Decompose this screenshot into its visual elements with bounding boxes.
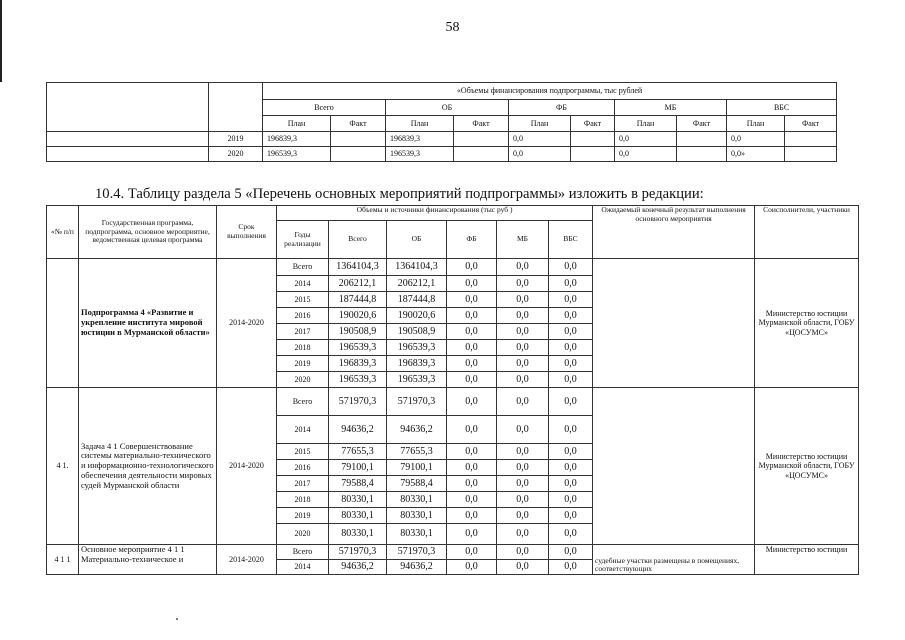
cell-vbs: 0,0 <box>549 545 593 560</box>
expected-result: судебные участки размещены в помещениях, соответствующих <box>593 545 755 575</box>
financing-group-header: ФБ <box>509 100 615 116</box>
program-name: Задача 4 1 Совершенствование системы материально-технического и информационно-технологического обеспечения деятельности мировых судей Мурманской области <box>79 388 217 545</box>
header-total: Всего <box>329 221 387 259</box>
cell-total: 80330,1 <box>329 492 387 508</box>
cell-year: 2015 <box>277 292 329 308</box>
financing-cell: 196839,3 <box>386 132 454 147</box>
cell-fb: 0,0 <box>447 308 497 324</box>
cell-mb: 0,0 <box>497 276 549 292</box>
left-margin-line <box>0 0 2 82</box>
cell-fb: 0,0 <box>447 388 497 416</box>
header-fb: ФБ <box>447 221 497 259</box>
cell-total: 1364104,3 <box>329 259 387 276</box>
cell-total: 196539,3 <box>329 340 387 356</box>
financing-cell: 0,0 <box>509 132 571 147</box>
cell-ob: 206212,1 <box>387 276 447 292</box>
financing-sub-header: План <box>386 116 454 132</box>
cell-mb: 0,0 <box>497 308 549 324</box>
header-vbs: ВБС <box>549 221 593 259</box>
cell-total: 94636,2 <box>329 416 387 444</box>
financing-cell: 0,0 <box>615 147 677 162</box>
cell-total: 206212,1 <box>329 276 387 292</box>
cell-ob: 190020,6 <box>387 308 447 324</box>
cell-total: 80330,1 <box>329 524 387 545</box>
term: 2014-2020 <box>217 545 277 575</box>
cell-fb: 0,0 <box>447 508 497 524</box>
cell-vbs: 0,0 <box>549 524 593 545</box>
cell-ob: 80330,1 <box>387 508 447 524</box>
financing-group-header: МБ <box>615 100 727 116</box>
financing-sub-header: Факт <box>677 116 727 132</box>
cell-total: 571970,3 <box>329 545 387 560</box>
cell-year: Всего <box>277 388 329 416</box>
section-heading: 10.4. Таблицу раздела 5 «Перечень основных мероприятий подпрограммы» изложить в редакции: <box>95 186 704 202</box>
cell-mb: 0,0 <box>497 340 549 356</box>
financing-cell <box>785 132 837 147</box>
cell-ob: 80330,1 <box>387 492 447 508</box>
cell-vbs: 0,0 <box>549 508 593 524</box>
financing-cell: 196539,3 <box>386 147 454 162</box>
financing-cell: 0,0 <box>727 132 785 147</box>
financing-group-header: ВБС <box>727 100 837 116</box>
financing-sub-header: План <box>727 116 785 132</box>
row-number <box>47 259 79 388</box>
cell-vbs: 0,0 <box>549 460 593 476</box>
cell-fb: 0,0 <box>447 356 497 372</box>
cell-mb: 0,0 <box>497 324 549 340</box>
cell-year: 2019 <box>277 356 329 372</box>
scan-dot <box>176 618 178 620</box>
header-term: Срок выполнения <box>217 206 277 259</box>
cell-ob: 187444,8 <box>387 292 447 308</box>
cell-fb: 0,0 <box>447 416 497 444</box>
cell-ob: 196539,3 <box>387 340 447 356</box>
cell-total: 571970,3 <box>329 388 387 416</box>
financing-group-header: ОБ <box>386 100 509 116</box>
cell-vbs: 0,0 <box>549 292 593 308</box>
cell-mb: 0,0 <box>497 292 549 308</box>
cell-fb: 0,0 <box>447 524 497 545</box>
financing-cell <box>331 147 386 162</box>
cell-ob: 190508,9 <box>387 324 447 340</box>
executors: Министерство юстиции Мурманской области, ГОБУ «ЦОСУМС» <box>755 259 859 388</box>
cell-fb: 0,0 <box>447 476 497 492</box>
financing-group-header: Всего <box>263 100 386 116</box>
financing-sub-header: План <box>615 116 677 132</box>
cell-ob: 196839,3 <box>387 356 447 372</box>
financing-cell <box>331 132 386 147</box>
activities-table <box>46 205 859 575</box>
cell-vbs: 0,0 <box>549 476 593 492</box>
header-num: «№ п/п <box>47 206 79 259</box>
cell-ob: 79588,4 <box>387 476 447 492</box>
financing-cell <box>677 132 727 147</box>
financing-sub-header: План <box>509 116 571 132</box>
cell-fb: 0,0 <box>447 340 497 356</box>
row-number: 4 1 1 <box>47 545 79 575</box>
cell-fb: 0,0 <box>447 292 497 308</box>
cell-year: 2018 <box>277 492 329 508</box>
cell-fb: 0,0 <box>447 444 497 460</box>
blank-cell <box>47 83 209 132</box>
cell-year: 2020 <box>277 372 329 388</box>
executors: Министерство юстиции <box>755 545 859 575</box>
cell-year: 2014 <box>277 416 329 444</box>
financing-cell: 0,0 <box>509 147 571 162</box>
cell-total: 196839,3 <box>329 356 387 372</box>
page-number: 58 <box>445 20 460 35</box>
cell-ob: 571970,3 <box>387 545 447 560</box>
cell-vbs: 0,0 <box>549 356 593 372</box>
blank-cell <box>47 132 209 147</box>
cell-mb: 0,0 <box>497 560 549 575</box>
cell-year: 2016 <box>277 308 329 324</box>
cell-year: Всего <box>277 259 329 276</box>
header-volumes: Объемы и источники финансирования (тыс руб ) <box>277 206 593 221</box>
cell-year: 2020 <box>277 524 329 545</box>
cell-ob: 79100,1 <box>387 460 447 476</box>
financing-year: 2019 <box>209 132 263 147</box>
financing-sub-header: Факт <box>331 116 386 132</box>
cell-year: 2019 <box>277 508 329 524</box>
cell-year: Всего <box>277 545 329 560</box>
financing-cell <box>454 147 509 162</box>
cell-vbs: 0,0 <box>549 444 593 460</box>
header-result: Ожидаемый конечный результат выполнения основного мероприятия <box>593 206 755 259</box>
cell-year: 2017 <box>277 324 329 340</box>
header-program: Государственная программа, подпрограмма, основное мероприятие, ведомственная целевая программа <box>79 206 217 259</box>
header-ob: ОБ <box>387 221 447 259</box>
cell-fb: 0,0 <box>447 460 497 476</box>
program-name: Основное мероприятие 4 1 1 Материально-техническое и <box>79 545 217 575</box>
financing-cell: 196539,3 <box>263 147 331 162</box>
financing-cell <box>454 132 509 147</box>
header-years: Годы реализации <box>277 221 329 259</box>
cell-year: 2016 <box>277 460 329 476</box>
cell-mb: 0,0 <box>497 356 549 372</box>
cell-year: 2014 <box>277 276 329 292</box>
cell-year: 2015 <box>277 444 329 460</box>
table-row <box>47 388 859 416</box>
term: 2014-2020 <box>217 388 277 545</box>
cell-year: 2014 <box>277 560 329 575</box>
cell-ob: 80330,1 <box>387 524 447 545</box>
term: 2014-2020 <box>217 259 277 388</box>
cell-mb: 0,0 <box>497 492 549 508</box>
financing-cell <box>677 147 727 162</box>
cell-vbs: 0,0 <box>549 259 593 276</box>
financing-sub-header: Факт <box>454 116 509 132</box>
cell-total: 190020,6 <box>329 308 387 324</box>
cell-fb: 0,0 <box>447 324 497 340</box>
cell-fb: 0,0 <box>447 545 497 560</box>
financing-year: 2020 <box>209 147 263 162</box>
cell-ob: 196539,3 <box>387 372 447 388</box>
cell-vbs: 0,0 <box>549 372 593 388</box>
cell-vbs: 0,0 <box>549 492 593 508</box>
financing-cell <box>785 147 837 162</box>
table-row <box>47 545 859 560</box>
cell-fb: 0,0 <box>447 372 497 388</box>
table-row <box>47 259 859 276</box>
financing-sub-header: Факт <box>571 116 615 132</box>
blank-cell <box>47 147 209 162</box>
cell-vbs: 0,0 <box>549 388 593 416</box>
cell-vbs: 0,0 <box>549 308 593 324</box>
cell-vbs: 0,0 <box>549 340 593 356</box>
cell-mb: 0,0 <box>497 476 549 492</box>
cell-total: 77655,3 <box>329 444 387 460</box>
table-row <box>47 147 837 162</box>
cell-fb: 0,0 <box>447 259 497 276</box>
cell-ob: 1364104,3 <box>387 259 447 276</box>
cell-mb: 0,0 <box>497 460 549 476</box>
cell-fb: 0,0 <box>447 276 497 292</box>
cell-total: 187444,8 <box>329 292 387 308</box>
cell-year: 2017 <box>277 476 329 492</box>
blank-cell <box>209 83 263 132</box>
cell-ob: 94636,2 <box>387 560 447 575</box>
cell-total: 196539,3 <box>329 372 387 388</box>
expected-result <box>593 259 755 388</box>
financing-cell <box>571 132 615 147</box>
cell-vbs: 0,0 <box>549 560 593 575</box>
cell-total: 80330,1 <box>329 508 387 524</box>
financing-table <box>46 82 837 162</box>
cell-vbs: 0,0 <box>549 276 593 292</box>
cell-mb: 0,0 <box>497 259 549 276</box>
financing-cell: 0,0» <box>727 147 785 162</box>
financing-sub-header: Факт <box>785 116 837 132</box>
cell-fb: 0,0 <box>447 492 497 508</box>
financing-cell <box>571 147 615 162</box>
cell-vbs: 0,0 <box>549 416 593 444</box>
cell-vbs: 0,0 <box>549 324 593 340</box>
financing-cell: 0,0 <box>615 132 677 147</box>
program-name: Подпрограмма 4 «Развитие и укрепление института мировой юстиции в Мурманской области» <box>79 259 217 388</box>
cell-mb: 0,0 <box>497 524 549 545</box>
cell-total: 79100,1 <box>329 460 387 476</box>
table-row <box>47 132 837 147</box>
financing-title: «Объемы финансирования подпрограммы, тыс рублей <box>263 83 837 100</box>
cell-total: 79588,4 <box>329 476 387 492</box>
cell-mb: 0,0 <box>497 444 549 460</box>
executors: Министерство юстиции Мурманской области, ГОБУ «ЦОСУМС» <box>755 388 859 545</box>
cell-ob: 77655,3 <box>387 444 447 460</box>
header-mb: МБ <box>497 221 549 259</box>
cell-total: 190508,9 <box>329 324 387 340</box>
financing-sub-header: План <box>263 116 331 132</box>
cell-fb: 0,0 <box>447 560 497 575</box>
expected-result <box>593 388 755 545</box>
cell-mb: 0,0 <box>497 545 549 560</box>
financing-cell: 196839,3 <box>263 132 331 147</box>
cell-mb: 0,0 <box>497 372 549 388</box>
cell-total: 94636,2 <box>329 560 387 575</box>
cell-ob: 94636,2 <box>387 416 447 444</box>
cell-ob: 571970,3 <box>387 388 447 416</box>
cell-mb: 0,0 <box>497 388 549 416</box>
cell-mb: 0,0 <box>497 416 549 444</box>
header-executors: Соисполнители, участники <box>755 206 859 259</box>
cell-year: 2018 <box>277 340 329 356</box>
cell-mb: 0,0 <box>497 508 549 524</box>
row-number: 4 1. <box>47 388 79 545</box>
